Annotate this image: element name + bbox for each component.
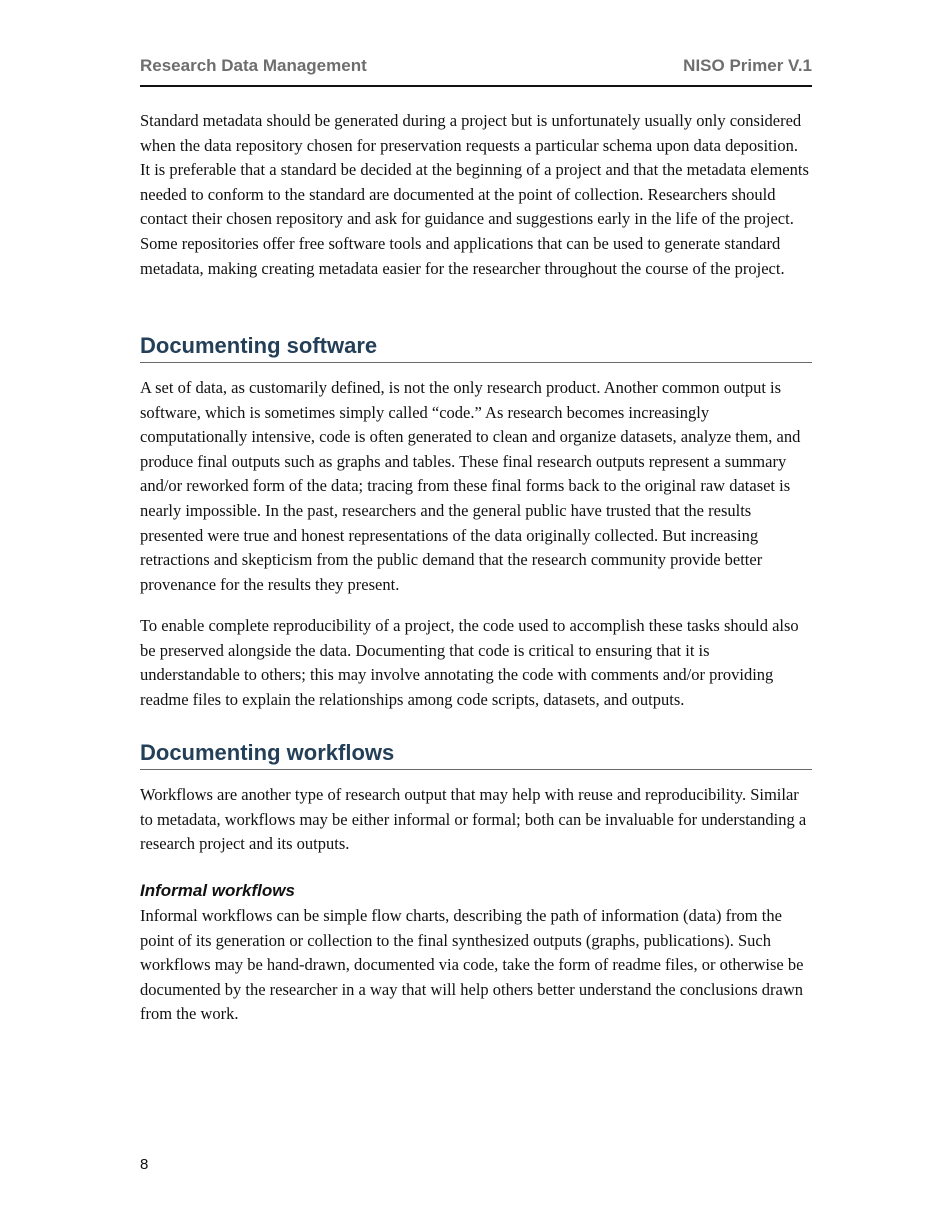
page-number: 8: [140, 1156, 149, 1173]
subheading-informal-workflows: Informal workflows: [140, 881, 295, 900]
header-series-title: NISO Primer V.1: [683, 56, 812, 75]
heading-documenting-software: Documenting software: [140, 332, 812, 363]
paragraph-workflows-intro: Workflows are another type of research output that may help with reuse and reproducibility. Similar to metadata, workflows may be either informal or formal; both can be invaluable for understanding a research project and its outputs.: [140, 785, 807, 854]
header-document-title: Research Data Management: [140, 56, 367, 75]
paragraph-software-output: A set of data, as customarily defined, is not the only research product. Another common output is software, which is sometimes simply called “code.” As research becomes increasingly computationally intensive, code is often generated to clean and organize datasets, analyze them, and produce final outputs such as graphs and tables. These final research outputs represent a summary and/or reworked form of the data; tracing from these final forms back to the original raw dataset is nearly impossible. In the past, researchers and the general public have trusted that the results presented were true and honest representations of the data originally collected. But increasing retractions and skepticism from the public demand that the research community provide better provenance for the results they present.: [140, 378, 801, 594]
paragraph-informal-workflows: Informal workflows can be simple flow charts, describing the path of information (data) from the point of its generation or collection to the final synthesized outputs (graphs, publications). Such workflows may be hand-drawn, documented via code, take the form of readme files, or otherwise be documented by the researcher in a way that will help others better understand the conclusions drawn from the work.: [140, 906, 804, 1024]
paragraph-standard-metadata: Standard metadata should be generated during a project but is unfortunately usually only considered when the data repository chosen for preservation requests a particular schema upon data deposition. It is preferable that a standard be decided at the beginning of a project and that the metadata elements needed to conform to the standard are documented at the point of collection. Researchers should contact their chosen repository and ask for guidance and suggestions early in the life of the project. Some repositories offer free software tools and applications that can be used to generate standard metadata, making creating metadata easier for the researcher throughout the course of the project.: [140, 111, 809, 278]
paragraph-code-preservation: To enable complete reproducibility of a project, the code used to accomplish these tasks should also be preserved alongside the data. Documenting that code is critical to ensuring that it is understandable to others; this may involve annotating the code with comments and/or providing readme files to explain the relationships among code scripts, datasets, and outputs.: [140, 616, 799, 709]
heading-documenting-workflows: Documenting workflows: [140, 739, 812, 770]
running-header: [140, 55, 812, 87]
